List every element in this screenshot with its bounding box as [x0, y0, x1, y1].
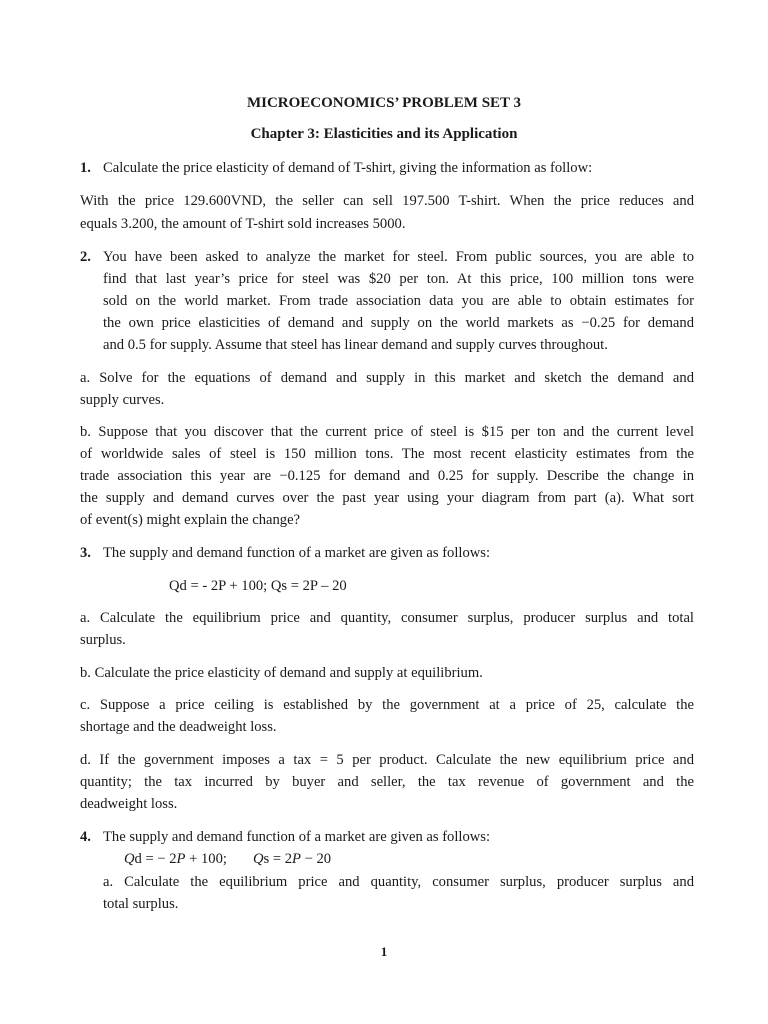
eq-symbol-q-supply: Q	[252, 851, 264, 867]
problem-1-detail-line-1: With the price 129.600VND, the seller can sell 197.500 T-shirt. When the price reduces and	[80, 193, 694, 209]
problem-1-prompt: Calculate the price elasticity of demand of T-shirt, giving the information as follow:	[103, 160, 593, 176]
problem-4-number: 4.	[80, 829, 91, 845]
chapter-heading: Chapter 3: Elasticities and its Application	[250, 126, 518, 142]
problem-2-number: 2.	[80, 249, 91, 265]
problem-3-part-d-line-2: quantity; the tax incurred by buyer and seller, the tax revenue of government and the	[80, 774, 694, 790]
problem-2-part-b-line-1: b. Suppose that you discover that the current price of steel is $15 per ton and the current level	[80, 424, 694, 440]
problem-2-line-5: and 0.5 for supply. Assume that steel has linear demand and supply curves throughout.	[103, 337, 608, 353]
problem-4-part-a-line-2: total surplus.	[103, 896, 179, 912]
problem-1-detail-line-2: equals 3.200, the amount of T-shirt sold increases 5000.	[80, 216, 406, 232]
problem-3-equation: Qd = - 2P + 100; Qs = 2P – 20	[169, 578, 347, 594]
problem-2-line-3: sold on the world market. From trade association data you are able to obtain estimates for	[103, 293, 694, 309]
problem-3-part-d-line-1: d. If the government imposes a tax = 5 per product. Calculate the new equilibrium price and	[80, 752, 694, 768]
eq-supply-part: s = 2	[263, 851, 293, 867]
eq-demand-tail: + 100;	[185, 851, 227, 867]
problem-3-part-c-line-1: c. Suppose a price ceiling is established by the government at a price of 25, calculate the	[80, 697, 694, 713]
eq-symbol-q-demand: Q	[124, 851, 135, 867]
problem-2-line-4: the own price elasticities of demand and supply on the world markets as −0.25 for demand	[103, 315, 694, 331]
document-title: MICROECONOMICS’ PROBLEM SET 3	[246, 95, 522, 111]
problem-2-line-1: You have been asked to analyze the market for steel. From public sources, you are able to	[103, 249, 694, 265]
problem-2-part-b-line-3: trade association this year are −0.125 for demand and 0.25 for supply. Describe the change in	[80, 468, 694, 484]
problem-2-part-a-line-1: a. Solve for the equations of demand and supply in this market and sketch the demand and	[80, 370, 694, 386]
problem-3-prompt: The supply and demand function of a market are given as follows:	[103, 545, 491, 561]
problem-2-part-b-line-5: of event(s) might explain the change?	[80, 512, 301, 528]
eq-supply-tail: − 20	[300, 851, 332, 867]
problem-1-number: 1.	[80, 160, 91, 176]
problem-3-part-d-line-3: deadweight loss.	[80, 796, 178, 812]
problem-3-number: 3.	[80, 545, 91, 561]
problem-3-part-c-line-2: shortage and the deadweight loss.	[80, 719, 277, 735]
problem-4-equation	[124, 848, 331, 871]
problem-2-part-b-line-2: of worldwide sales of steel is 150 million tons. The most recent elasticity estimates from the	[80, 446, 694, 462]
eq-demand-part: d = − 2	[134, 851, 177, 867]
problem-3-part-a-line-1: a. Calculate the equilibrium price and quantity, consumer surplus, producer surplus and total	[80, 610, 694, 626]
problem-4-prompt: The supply and demand function of a market are given as follows:	[103, 829, 491, 845]
problem-3-part-b: b. Calculate the price elasticity of demand and supply at equilibrium.	[80, 665, 483, 681]
eq-symbol-p-supply: P	[292, 851, 301, 867]
problem-3-part-a-line-2: surplus.	[80, 632, 126, 648]
problem-2-line-2: find that last year’s price for steel was $20 per ton. At this price, 100 million tons were	[103, 271, 694, 287]
page-number: 1	[380, 944, 388, 959]
eq-symbol-p-demand: P	[176, 851, 186, 867]
problem-2-part-a-line-2: supply curves.	[80, 392, 165, 408]
problem-4-part-a-line-1: a. Calculate the equilibrium price and quantity, consumer surplus, producer surplus and	[103, 874, 694, 890]
problem-2-part-b-line-4: the supply and demand curves over the past year using your diagram from part (a). What sort	[80, 490, 694, 506]
